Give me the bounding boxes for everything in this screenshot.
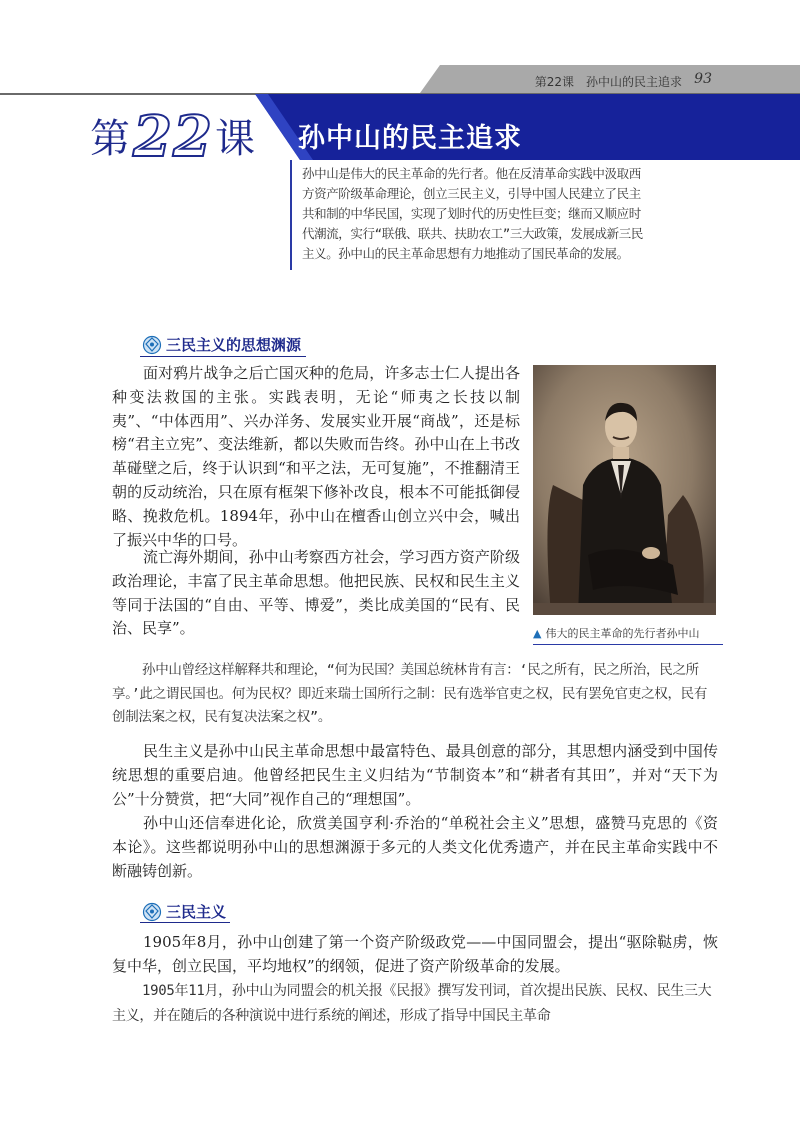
section-emblem-icon <box>142 335 162 355</box>
paragraph-1: 面对鸦片战争之后亡国灭种的危局，许多志士仁人提出各种变法救国的主张。实践表明，无论“师夷之长技以制夷”、“中体西用”、兴办洋务、发展实业开展“商战”，还是标榜“君主立宪”、变法维新，都以失败而告终。孙中山在上书改革碰壁之后，终于认识到“和平之法，无可复施”，不推翻清王朝的反动统治，只在原有框架下修补改良，根本不可能抵御侵略、挽救危机。1894年，孙中山在檀香山创立兴中会，喊出了振兴中华的口号。 <box>112 364 520 549</box>
quote-block: 孙中山曾经这样解释共和理论，“何为民国？美国总统林肯有言：‘民之所有，民之所治，民之所享。’此之谓民国也。何为民权？即近来瑞士国所行之制：民有选举官吏之权，民有罢免官吏之权，民有创制法案之权，民有复决法案之权”。 <box>112 662 708 725</box>
paragraph-5: 1905年8月，孙中山创建了第一个资产阶级政党——中国同盟会，提出“驱除鞑虏，恢复中华，创立民国，平均地权”的纲领，促进了资产阶级革命的发展。 <box>112 933 718 975</box>
section-underline-1 <box>140 356 306 357</box>
section-title-2: 三民主义 <box>166 903 227 921</box>
paragraph-6: 1905年11月，孙中山为同盟会的机关报《民报》撰写发刊词，首次提出民族、民权、民生三大主义，并在随后的各种演说中进行系统的阐述，形成了指导中国民主革命 <box>112 983 712 1024</box>
photo-caption <box>533 625 723 645</box>
section-heading-1 <box>142 334 301 355</box>
lesson-prefix: 第 <box>90 116 131 162</box>
lesson-suffix: 课 <box>214 116 256 162</box>
paragraph-2: 流亡海外期间，孙中山考察西方社会，学习西方资产阶级政治理论，丰富了民主革命思想。他把民族、民权和民生主义等同于法国的“自由、平等、博爱”，类比成美国的“民有、民治、民享”。 <box>112 548 520 638</box>
photo-caption-text: 伟大的民主革命的先行者孙中山 <box>545 627 700 640</box>
lesson-number-value: 22 <box>133 104 213 170</box>
lesson-title: 孙中山的民主追求 <box>298 123 522 154</box>
portrait-photo <box>533 365 716 615</box>
section-heading-2 <box>142 901 226 922</box>
caption-triangle-icon: ▲ <box>533 627 542 640</box>
section-emblem-icon <box>142 902 162 922</box>
intro-text: 孙中山是伟大的民主革命的先行者。他在反清革命实践中汲取西方资产阶级革命理论，创立三民主义，引导中国人民建立了民主共和制的中华民国，实现了划时代的历史性巨变；继而又顺应时代潮流，实行“联俄、联共、扶助农工”三大政策，发展成新三民主义。孙中山的民主革命思想有力地推动了国民革命的发展。 <box>290 160 647 270</box>
section-underline-2 <box>140 922 230 923</box>
page-number: 93 <box>694 71 712 87</box>
lesson-number <box>90 100 256 170</box>
paragraph-3: 民生主义是孙中山民主革命思想中最富特色、最具创意的部分，其思想内涵受到中国传统思想的重要启迪。他曾经把民生主义归结为“节制资本”和“耕者有其田”，并对“天下为公”十分赞赏，把“大同”视作自己的“理想国”。 <box>112 742 718 808</box>
running-head: 第22课 孙中山的民主追求 <box>534 75 682 89</box>
section-title-1: 三民主义的思想渊源 <box>166 336 302 354</box>
paragraph-4: 孙中山还信奉进化论，欣赏美国亨利·乔治的“单税社会主义”思想，盛赞马克思的《资本论》。这些都说明孙中山的思想渊源于多元的人类文化优秀遗产，并在民主革命实践中不断融铸创新。 <box>112 814 718 880</box>
